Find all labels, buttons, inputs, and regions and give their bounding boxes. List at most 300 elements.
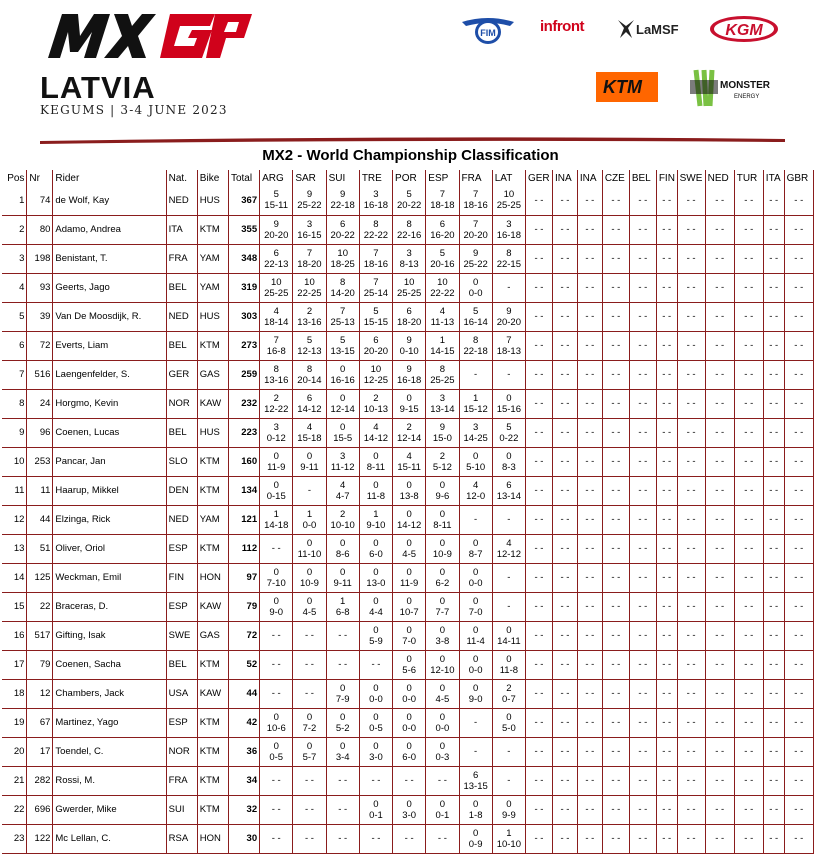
cell-round-result xyxy=(359,679,392,708)
cell-round-empty: - - xyxy=(629,534,656,563)
moto-points: 11-12 xyxy=(330,461,355,473)
cell-round-empty: - - xyxy=(629,447,656,476)
cell-round-result xyxy=(459,621,492,650)
cell-round-result xyxy=(326,679,359,708)
cell-round-empty: - - xyxy=(602,766,629,795)
cell-round-empty: - - xyxy=(677,650,705,679)
cell-round-result xyxy=(459,766,492,795)
moto-points: 12-10 xyxy=(430,664,455,676)
round-points: 4 xyxy=(306,421,313,433)
moto-points: 10-10 xyxy=(330,519,355,531)
round-points: 0 xyxy=(439,566,446,578)
cell-round-empty: - - xyxy=(525,563,552,592)
moto-points: 14-12 xyxy=(397,519,422,531)
cell-nat: NED xyxy=(166,505,197,534)
round-points: 8 xyxy=(373,218,379,230)
round-points: 3 xyxy=(373,189,379,201)
cell-nr: 93 xyxy=(27,273,53,302)
moto-points: 15-18 xyxy=(297,432,322,444)
cell-round-empty: - - xyxy=(525,244,552,273)
round-points: 10 xyxy=(270,276,282,288)
event-date: KEGUMS | 3-4 JUNE 2023 xyxy=(40,103,228,117)
cell-round-empty: - - xyxy=(734,708,763,737)
round-points: 10 xyxy=(337,247,348,259)
cell-round-empty: - - xyxy=(734,563,763,592)
cell-round-result xyxy=(260,447,293,476)
cell-total: 34 xyxy=(228,766,259,795)
classification-table xyxy=(2,170,814,854)
moto-points: 0-0 xyxy=(468,664,483,676)
cell-round-result xyxy=(326,795,359,824)
round-points: 6 xyxy=(472,769,479,781)
cell-total: 121 xyxy=(228,505,259,534)
kgm-logo xyxy=(708,14,780,44)
moto-points: 9-15 xyxy=(399,403,419,415)
moto-points: 5-6 xyxy=(402,664,417,676)
cell-round-empty: - - xyxy=(734,331,763,360)
cell-pos: 11 xyxy=(2,476,27,505)
round-points: 8 xyxy=(472,334,479,346)
moto-points: 0-15 xyxy=(266,490,286,502)
cell-round-result xyxy=(426,708,459,737)
cell-round-empty: - - xyxy=(705,505,734,534)
cell-round-empty: - - xyxy=(656,679,677,708)
cell-round-result xyxy=(260,650,293,679)
cell-nat: ESP xyxy=(166,708,197,737)
cell-round-result xyxy=(393,621,426,650)
col-header-rider: Rider xyxy=(53,170,166,186)
cell-round-empty: - - xyxy=(577,215,602,244)
table-row xyxy=(2,186,814,215)
cell-round-empty: - - xyxy=(784,447,813,476)
cell-round-empty: - - xyxy=(525,679,552,708)
round-points: 1 xyxy=(373,508,379,520)
cell-round-result xyxy=(359,331,392,360)
moto-points: 18-20 xyxy=(297,258,322,270)
col-header-nr: Nr xyxy=(27,170,53,186)
cell-round-result xyxy=(326,592,359,621)
cell-round-empty: - - xyxy=(656,824,677,853)
cell-round-empty: - - xyxy=(552,563,577,592)
cell-round-empty: - - xyxy=(734,447,763,476)
cell-round-result xyxy=(426,737,459,766)
table-row xyxy=(2,824,814,853)
cell-nr: 96 xyxy=(27,418,53,447)
moto-points: - xyxy=(474,514,478,525)
moto-points: 13-15 xyxy=(330,345,355,357)
cell-round-empty: - - xyxy=(677,766,705,795)
round-points: 0 xyxy=(472,827,479,839)
moto-points: 0-3 xyxy=(435,751,450,763)
moto-points: 12-0 xyxy=(466,490,486,502)
cell-nr: 253 xyxy=(27,447,53,476)
cell-round-result xyxy=(326,476,359,505)
round-points: 7 xyxy=(506,334,512,346)
moto-points: 15-5 xyxy=(333,432,353,444)
round-points: 7 xyxy=(373,247,379,259)
cell-round-empty: - - xyxy=(577,737,602,766)
cell-round-result xyxy=(393,476,426,505)
round-points: 4 xyxy=(373,421,379,433)
cell-round-empty: - - xyxy=(734,476,763,505)
moto-points: 4-5 xyxy=(402,548,417,560)
header xyxy=(0,0,821,145)
cell-bike: YAM xyxy=(197,273,228,302)
cell-round-empty: - - xyxy=(552,476,577,505)
cell-nr: 80 xyxy=(27,215,53,244)
cell-bike: HON xyxy=(197,824,228,853)
cell-round-empty: - - xyxy=(525,737,552,766)
cell-bike: KTM xyxy=(197,447,228,476)
round-points: 0 xyxy=(340,537,346,549)
col-header-round: TRE xyxy=(359,170,392,186)
round-points: 0 xyxy=(340,740,346,752)
round-points: 8 xyxy=(273,363,279,375)
col-header-round: SUI xyxy=(326,170,359,186)
cell-round-empty: - - xyxy=(784,476,813,505)
cell-round-result xyxy=(393,824,426,853)
round-points: 0 xyxy=(506,798,512,810)
round-points: 2 xyxy=(273,392,279,404)
moto-points: 5-0 xyxy=(502,722,516,734)
cell-round-result xyxy=(492,186,525,215)
cell-round-empty: - - xyxy=(677,273,705,302)
mxgp-logo xyxy=(40,6,255,64)
cell-round-empty: - - xyxy=(629,418,656,447)
cell-round-result xyxy=(459,795,492,824)
cell-round-result xyxy=(326,302,359,331)
round-points: 0 xyxy=(506,392,512,404)
round-points: 9 xyxy=(406,363,412,375)
cell-round-result xyxy=(393,418,426,447)
cell-pos: 21 xyxy=(2,766,27,795)
moto-points: 9-11 xyxy=(333,577,352,589)
moto-points: - - xyxy=(271,833,281,844)
cell-round-result xyxy=(293,621,326,650)
moto-points: 11-8 xyxy=(499,664,519,676)
round-points: 1 xyxy=(506,827,512,839)
cell-round-result xyxy=(260,360,293,389)
cell-round-result xyxy=(393,766,426,795)
cell-nr: 51 xyxy=(27,534,53,563)
round-points: 9 xyxy=(406,334,412,346)
round-points: 9 xyxy=(506,305,512,317)
cell-round-empty: - - xyxy=(734,737,763,766)
cell-round-result xyxy=(293,360,326,389)
round-points: 2 xyxy=(306,305,313,317)
cell-round-empty: - - xyxy=(656,766,677,795)
cell-round-result xyxy=(426,621,459,650)
col-header-round: POR xyxy=(393,170,426,186)
moto-points: 22-25 xyxy=(297,287,322,299)
cell-round-result xyxy=(459,360,492,389)
round-points: 0 xyxy=(373,711,379,723)
cell-total: 72 xyxy=(228,621,259,650)
col-header-round: GER xyxy=(525,170,552,186)
cell-round-empty: - - xyxy=(577,302,602,331)
moto-points: 13-0 xyxy=(366,577,386,589)
round-points: 6 xyxy=(506,479,512,491)
moto-points: 9-9 xyxy=(502,809,516,821)
cell-rider: Weckman, Emil xyxy=(53,563,166,592)
cell-round-result xyxy=(426,650,459,679)
moto-points: 16-20 xyxy=(430,229,455,241)
round-points: 6 xyxy=(439,218,446,230)
cell-round-result xyxy=(459,737,492,766)
cell-round-result xyxy=(260,273,293,302)
moto-points: 8-11 xyxy=(433,519,452,531)
moto-points: 3-8 xyxy=(435,635,450,647)
moto-points: 14-20 xyxy=(330,287,355,299)
moto-points: 0-7 xyxy=(502,693,516,705)
round-points: 5 xyxy=(439,247,446,259)
cell-round-empty: - - xyxy=(677,331,705,360)
cell-round-result xyxy=(426,447,459,476)
moto-points: 22-22 xyxy=(430,287,455,299)
cell-round-empty: - - xyxy=(705,621,734,650)
table-body xyxy=(2,186,814,853)
cell-round-empty: - - xyxy=(629,215,656,244)
moto-points: 22-18 xyxy=(463,345,488,357)
col-header-round: FRA xyxy=(459,170,492,186)
round-points: 0 xyxy=(373,682,379,694)
cell-round-result xyxy=(293,302,326,331)
moto-points: 22-15 xyxy=(496,258,522,270)
cell-pos: 19 xyxy=(2,708,27,737)
cell-round-empty: - - xyxy=(602,244,629,273)
moto-points: 10-10 xyxy=(496,838,522,850)
cell-round-empty: - - xyxy=(525,766,552,795)
cell-round-empty: - - xyxy=(602,215,629,244)
cell-round-result xyxy=(326,824,359,853)
round-points: 7 xyxy=(273,334,279,346)
round-points: 7 xyxy=(472,218,479,230)
col-header-round: INA xyxy=(577,170,602,186)
round-points: 4 xyxy=(472,479,479,491)
cell-round-empty: - - xyxy=(656,186,677,215)
cell-round-empty: - - xyxy=(705,592,734,621)
cell-round-result xyxy=(293,795,326,824)
cell-round-empty: - - xyxy=(602,447,629,476)
cell-round-result xyxy=(426,476,459,505)
moto-points: 22-22 xyxy=(363,229,389,241)
cell-round-result xyxy=(326,505,359,534)
moto-points: 15-12 xyxy=(463,403,488,415)
cell-round-empty: - - xyxy=(629,186,656,215)
cell-round-empty: - - xyxy=(763,650,784,679)
cell-round-result xyxy=(393,389,426,418)
table-row xyxy=(2,389,814,418)
cell-round-empty: - - xyxy=(677,360,705,389)
cell-nr: 24 xyxy=(27,389,53,418)
round-points: 0 xyxy=(373,798,379,810)
col-header-round: ARG xyxy=(260,170,293,186)
cell-round-result xyxy=(359,186,392,215)
cell-round-empty: - - xyxy=(629,592,656,621)
moto-points: 9-10 xyxy=(366,519,386,531)
round-points: 0 xyxy=(406,479,412,491)
cell-round-empty: - - xyxy=(784,766,813,795)
round-points: 9 xyxy=(306,189,313,201)
cell-round-empty: - - xyxy=(552,302,577,331)
cell-round-empty: - - xyxy=(763,534,784,563)
round-points: 3 xyxy=(506,218,512,230)
cell-pos: 15 xyxy=(2,592,27,621)
cell-round-empty: - - xyxy=(629,708,656,737)
cell-round-result xyxy=(326,186,359,215)
round-points: 3 xyxy=(340,450,346,462)
round-points: 0 xyxy=(472,276,479,288)
cell-round-empty: - - xyxy=(602,505,629,534)
moto-points: 18-16 xyxy=(363,258,389,270)
cell-round-empty: - - xyxy=(552,186,577,215)
cell-round-result xyxy=(492,505,525,534)
cell-round-empty: - - xyxy=(763,186,784,215)
cell-round-empty: - - xyxy=(577,447,602,476)
cell-round-result xyxy=(359,418,392,447)
moto-points: 7-9 xyxy=(335,693,350,705)
moto-points: 10-9 xyxy=(299,577,319,589)
moto-points: 0-0 xyxy=(369,693,383,705)
cell-round-result xyxy=(260,505,293,534)
cell-round-result xyxy=(293,273,326,302)
round-points: 9 xyxy=(273,218,279,230)
cell-round-result xyxy=(359,534,392,563)
cell-round-empty: - - xyxy=(656,708,677,737)
cell-round-result xyxy=(326,273,359,302)
cell-round-empty: - - xyxy=(577,592,602,621)
moto-points: 12-14 xyxy=(330,403,355,415)
moto-points: 0-22 xyxy=(499,432,519,444)
cell-rider: Chambers, Jack xyxy=(53,679,166,708)
cell-bike: KAW xyxy=(197,592,228,621)
cell-round-empty: - - xyxy=(734,244,763,273)
cell-round-empty: - - xyxy=(552,447,577,476)
moto-points: 25-25 xyxy=(496,200,522,212)
cell-rider: Coenen, Lucas xyxy=(53,418,166,447)
cell-round-empty: - - xyxy=(763,824,784,853)
round-points: 2 xyxy=(506,682,512,694)
cell-total: 232 xyxy=(228,389,259,418)
cell-round-empty: - - xyxy=(577,824,602,853)
cell-round-empty: - - xyxy=(656,331,677,360)
cell-nr: 67 xyxy=(27,708,53,737)
cell-round-empty: - - xyxy=(705,360,734,389)
moto-points: 8-6 xyxy=(335,548,350,560)
cell-round-empty: - - xyxy=(525,186,552,215)
cell-round-empty: - - xyxy=(763,418,784,447)
cell-round-result xyxy=(293,824,326,853)
moto-points: 12-12 xyxy=(496,548,522,560)
cell-round-empty: - - xyxy=(763,360,784,389)
moto-points: 8-3 xyxy=(502,461,516,473)
cell-bike: KTM xyxy=(197,766,228,795)
cell-total: 97 xyxy=(228,563,259,592)
cell-pos: 13 xyxy=(2,534,27,563)
moto-points: 0-0 xyxy=(302,519,317,531)
cell-round-empty: - - xyxy=(677,592,705,621)
cell-round-empty: - - xyxy=(525,824,552,853)
cell-round-empty: - - xyxy=(763,389,784,418)
cell-round-empty: - - xyxy=(734,215,763,244)
round-points: 0 xyxy=(373,566,379,578)
table-row xyxy=(2,534,814,563)
cell-round-empty: - - xyxy=(677,505,705,534)
moto-points: 14-25 xyxy=(463,432,488,444)
cell-rider: Everts, Liam xyxy=(53,331,166,360)
round-points: 5 xyxy=(273,189,279,201)
table-row xyxy=(2,244,814,273)
cell-rider: Coenen, Sacha xyxy=(53,650,166,679)
round-points: 0 xyxy=(406,624,412,636)
cell-round-empty: - - xyxy=(784,737,813,766)
round-points: 0 xyxy=(373,624,379,636)
round-points: 0 xyxy=(340,682,346,694)
col-header-pos: Pos xyxy=(2,170,27,186)
cell-bike: KTM xyxy=(197,476,228,505)
cell-round-empty: - - xyxy=(763,215,784,244)
col-header-round: ESP xyxy=(426,170,459,186)
round-points: 0 xyxy=(439,740,446,752)
cell-round-empty: - - xyxy=(705,273,734,302)
cell-round-empty: - - xyxy=(677,418,705,447)
cell-round-empty: - - xyxy=(656,273,677,302)
moto-points: - xyxy=(507,775,511,786)
cell-round-empty: - - xyxy=(705,302,734,331)
round-points: 0 xyxy=(406,711,412,723)
moto-points: - xyxy=(507,746,511,757)
cell-round-result xyxy=(459,215,492,244)
cell-round-result xyxy=(393,273,426,302)
cell-round-empty: - - xyxy=(525,621,552,650)
moto-points: 20-20 xyxy=(496,316,522,328)
col-header-round: SWE xyxy=(677,170,705,186)
cell-total: 160 xyxy=(228,447,259,476)
round-points: 0 xyxy=(506,653,512,665)
table-row xyxy=(2,621,814,650)
cell-round-result xyxy=(260,534,293,563)
cell-round-empty: - - xyxy=(784,679,813,708)
cell-round-result xyxy=(326,244,359,273)
cell-round-result xyxy=(260,302,293,331)
cell-nat: RSA xyxy=(166,824,197,853)
cell-bike: KTM xyxy=(197,650,228,679)
cell-round-empty: - - xyxy=(705,244,734,273)
moto-points: - xyxy=(507,572,511,583)
round-points: 5 xyxy=(306,334,313,346)
round-points: 0 xyxy=(506,624,512,636)
cell-round-empty: - - xyxy=(677,447,705,476)
round-points: 6 xyxy=(273,247,279,259)
moto-points: 13-16 xyxy=(264,374,289,386)
cell-round-empty: - - xyxy=(734,302,763,331)
cell-round-result xyxy=(492,824,525,853)
cell-round-empty: - - xyxy=(656,302,677,331)
moto-points: - xyxy=(507,514,511,525)
cell-round-empty: - - xyxy=(656,360,677,389)
cell-round-empty: - - xyxy=(656,476,677,505)
cell-round-result xyxy=(426,563,459,592)
cell-bike: KTM xyxy=(197,534,228,563)
cell-round-empty: - - xyxy=(763,331,784,360)
round-points: 1 xyxy=(472,392,479,404)
moto-points: - - xyxy=(404,833,414,844)
moto-points: 0-0 xyxy=(402,693,417,705)
cell-rider: Van De Moosdijk, R. xyxy=(53,302,166,331)
round-points: 0 xyxy=(306,711,313,723)
cell-round-empty: - - xyxy=(784,186,813,215)
cell-round-result xyxy=(426,824,459,853)
